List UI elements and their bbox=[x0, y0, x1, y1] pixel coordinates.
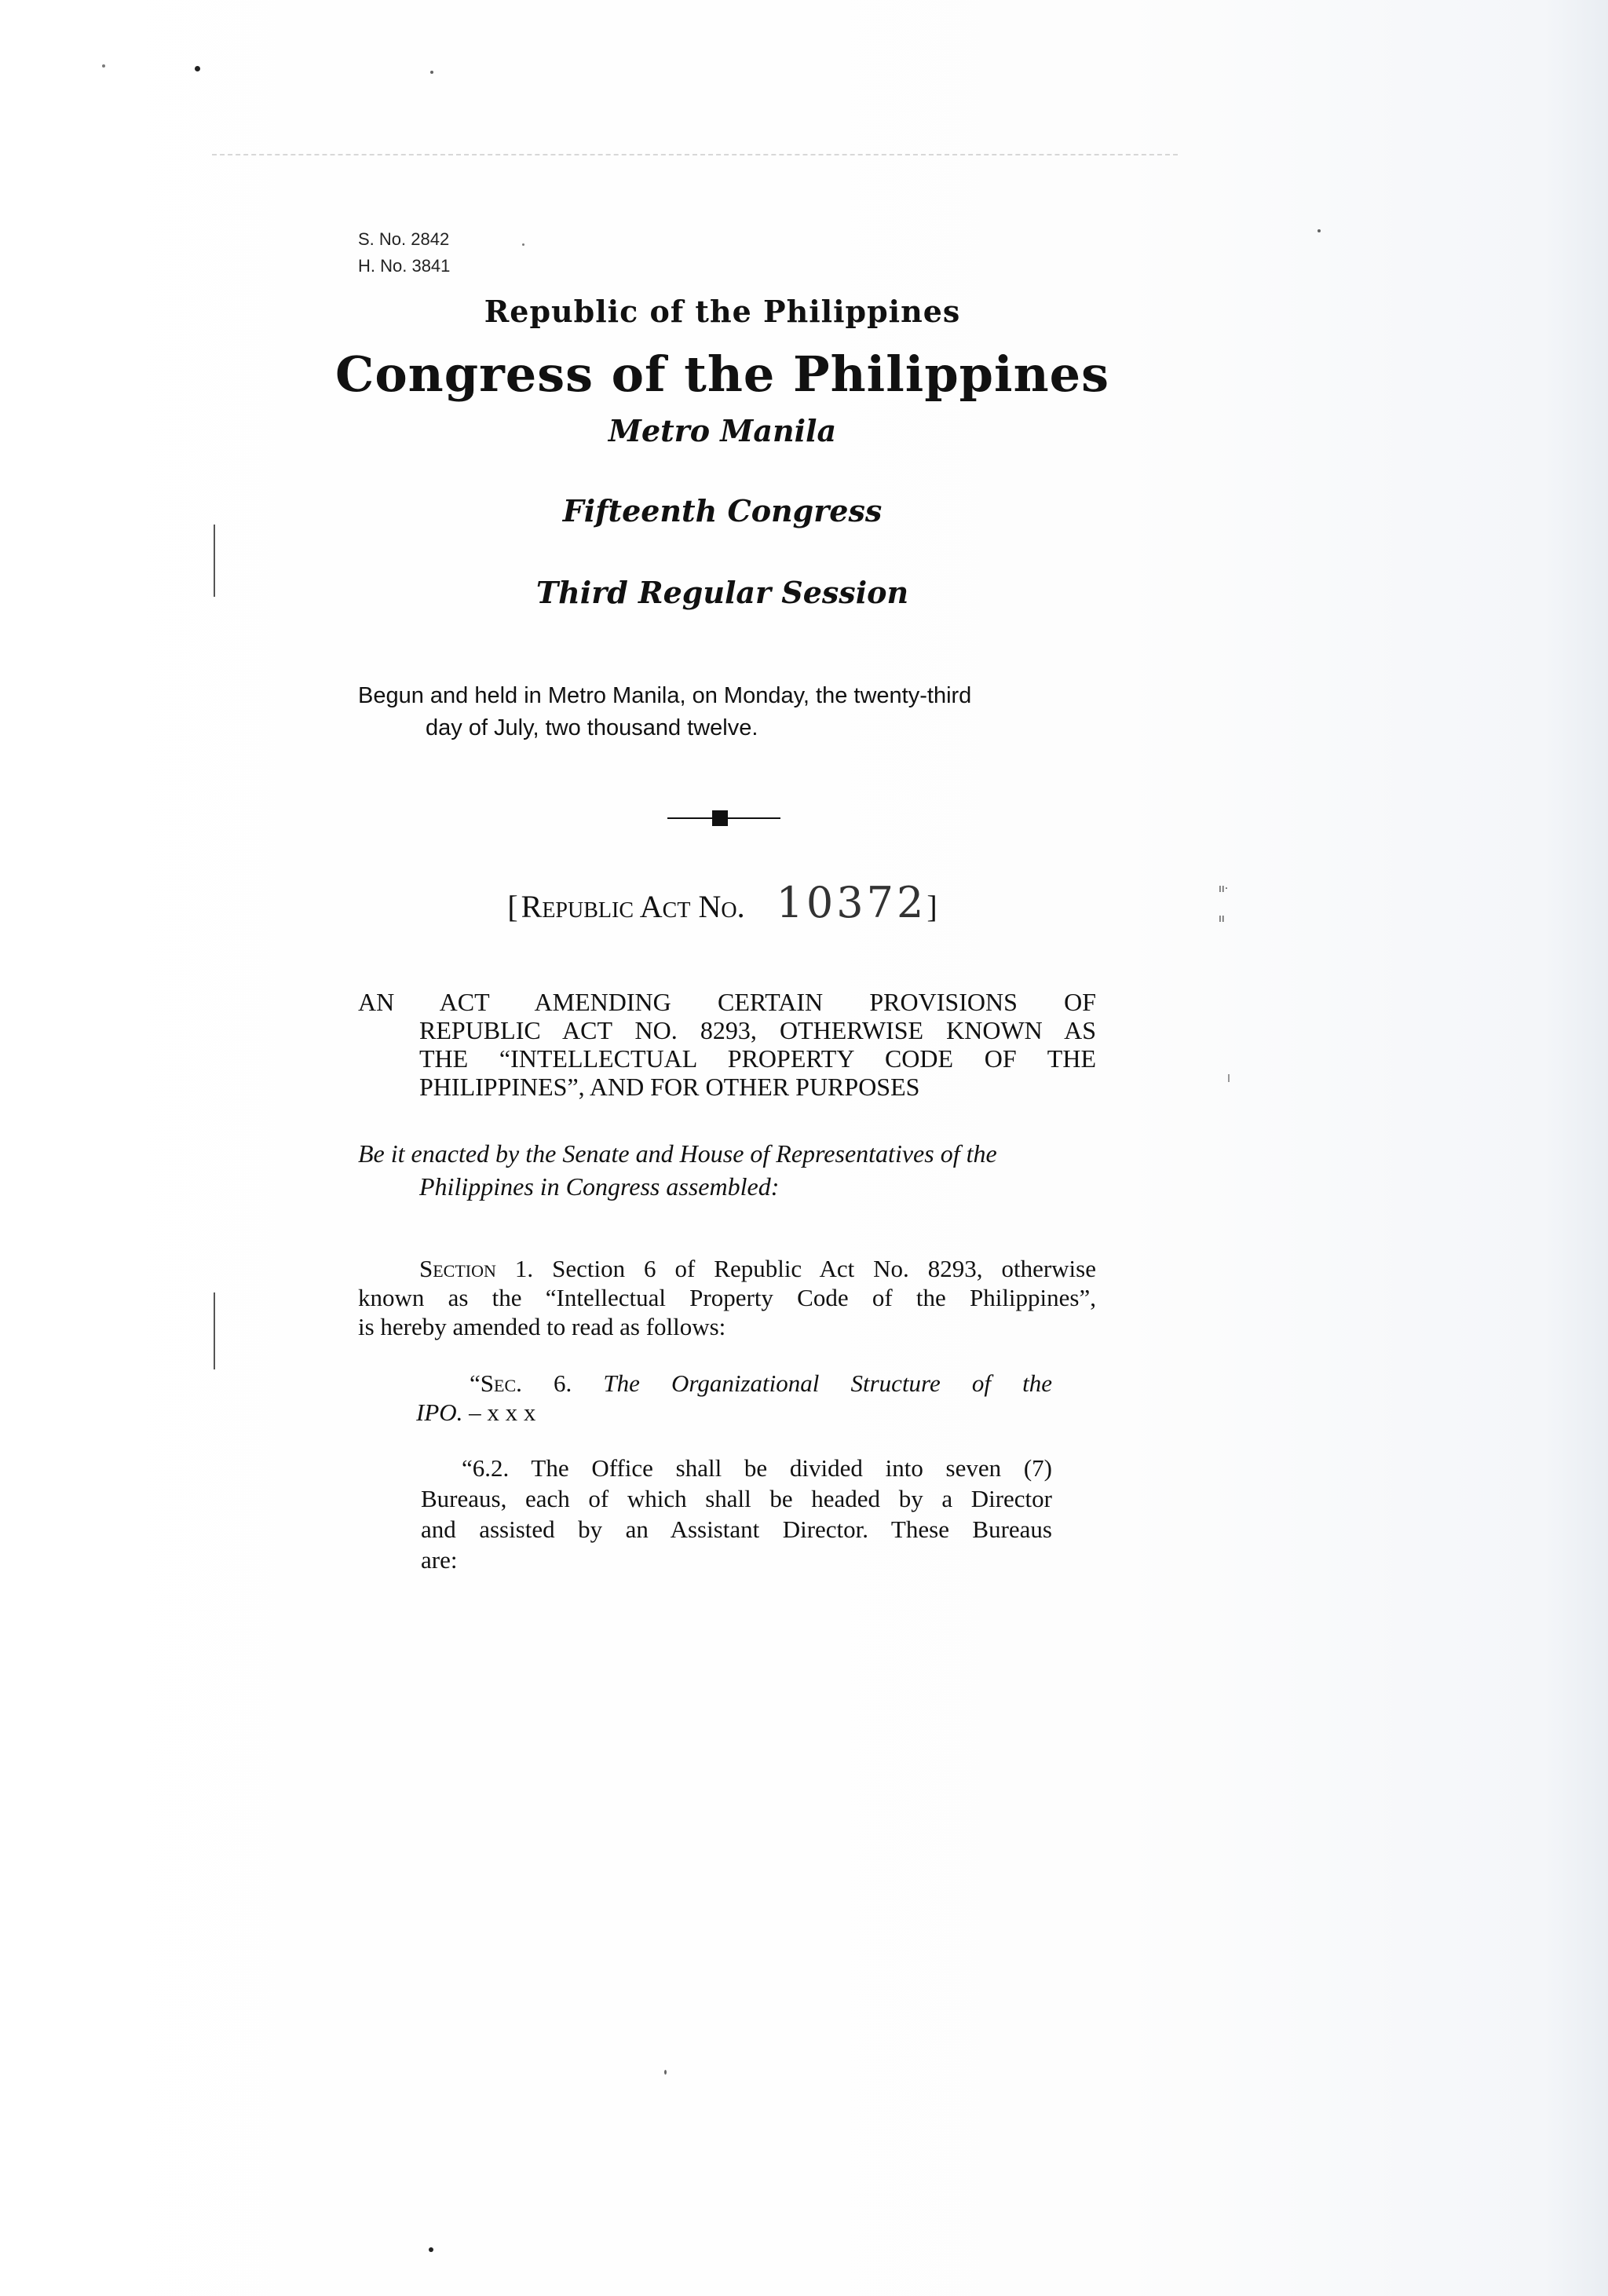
sec-6-rest: – x x x bbox=[462, 1398, 536, 1426]
act-title-line-2: REPUBLIC ACT NO. 8293, OTHERWISE KNOWN AS bbox=[419, 1016, 1096, 1044]
scan-speck bbox=[522, 243, 524, 246]
enacting-clause bbox=[358, 1137, 1096, 1203]
begun-line-1: Begun and held in Metro Manila, on Monday, the twenty-third bbox=[358, 683, 972, 708]
house-bill-number: H. No. 3841 bbox=[358, 256, 451, 276]
begun-statement bbox=[358, 680, 1096, 744]
paragraph-6-2-line-1: “6.2. The Office shall be divided into seven (7) bbox=[462, 1454, 1052, 1482]
heading-congress: Congress of the Philippines bbox=[334, 345, 1110, 403]
republic-act-label: Republic Act No. bbox=[521, 889, 745, 924]
republic-act-number-line bbox=[0, 878, 1445, 927]
sec-6-heading bbox=[416, 1369, 1052, 1427]
paragraph-6-2-line-2: Bureaus, each of which shall be headed by a Director bbox=[421, 1485, 1052, 1512]
margin-mark: ıı bbox=[1219, 912, 1225, 925]
heading-session: Third Regular Session bbox=[535, 575, 909, 610]
bracket-close: ] bbox=[926, 889, 937, 924]
section-1 bbox=[358, 1254, 1096, 1341]
scan-artifact-line bbox=[212, 154, 1178, 155]
scan-speck bbox=[430, 71, 433, 74]
heading-congress-number: Fifteenth Congress bbox=[562, 493, 883, 528]
enacting-clause-line-1: Be it enacted by the Senate and House of Representatives of the bbox=[358, 1139, 997, 1168]
scan-speck bbox=[195, 66, 200, 71]
republic-act-number: 10372 bbox=[776, 878, 927, 927]
scan-edge-mark bbox=[1228, 1074, 1230, 1082]
paragraph-6-2-line-3: and assisted by an Assistant Director. These Bureaus bbox=[421, 1515, 1052, 1543]
sec-6-title-end: IPO. bbox=[416, 1398, 463, 1426]
heading-location: Metro Manila bbox=[608, 413, 837, 448]
section-1-line-2: known as the “Intellectual Property Code of the Philippines”, bbox=[358, 1284, 1096, 1311]
act-title bbox=[358, 988, 1096, 1101]
begun-line-2: day of July, two thousand twelve. bbox=[426, 715, 758, 740]
senate-bill-number: S. No. 2842 bbox=[358, 229, 450, 249]
paragraph-6-2 bbox=[421, 1453, 1052, 1575]
section-1-line-1: Section 6 of Republic Act No. 8293, otherwise bbox=[552, 1255, 1096, 1282]
margin-mark: ıı· bbox=[1219, 883, 1229, 895]
section-1-label: Section 1. bbox=[419, 1255, 534, 1282]
scan-speck bbox=[664, 2070, 667, 2075]
scan-edge-mark bbox=[214, 1292, 215, 1369]
act-title-line-3: THE “INTELLECTUAL PROPERTY CODE OF THE bbox=[419, 1044, 1096, 1073]
scan-speck bbox=[102, 64, 105, 68]
heading-republic: Republic of the Philippines bbox=[484, 294, 961, 329]
ornament-square bbox=[712, 810, 728, 826]
act-title-line-1: AN ACT AMENDING CERTAIN PROVISIONS OF bbox=[358, 988, 1096, 1016]
sec-6-title: The Organizational Structure of the bbox=[603, 1369, 1052, 1397]
sec-6-label: “Sec. 6. bbox=[470, 1369, 572, 1397]
bracket-open: [ bbox=[507, 889, 518, 924]
scan-speck bbox=[1317, 229, 1321, 232]
enacting-clause-line-2: Philippines in Congress assembled: bbox=[419, 1172, 780, 1201]
paragraph-6-2-line-4: are: bbox=[421, 1546, 458, 1574]
act-title-line-4: PHILIPPINES”, AND FOR OTHER PURPOSES bbox=[419, 1073, 920, 1101]
section-1-line-3: is hereby amended to read as follows: bbox=[358, 1313, 726, 1340]
scan-speck bbox=[429, 2247, 433, 2252]
